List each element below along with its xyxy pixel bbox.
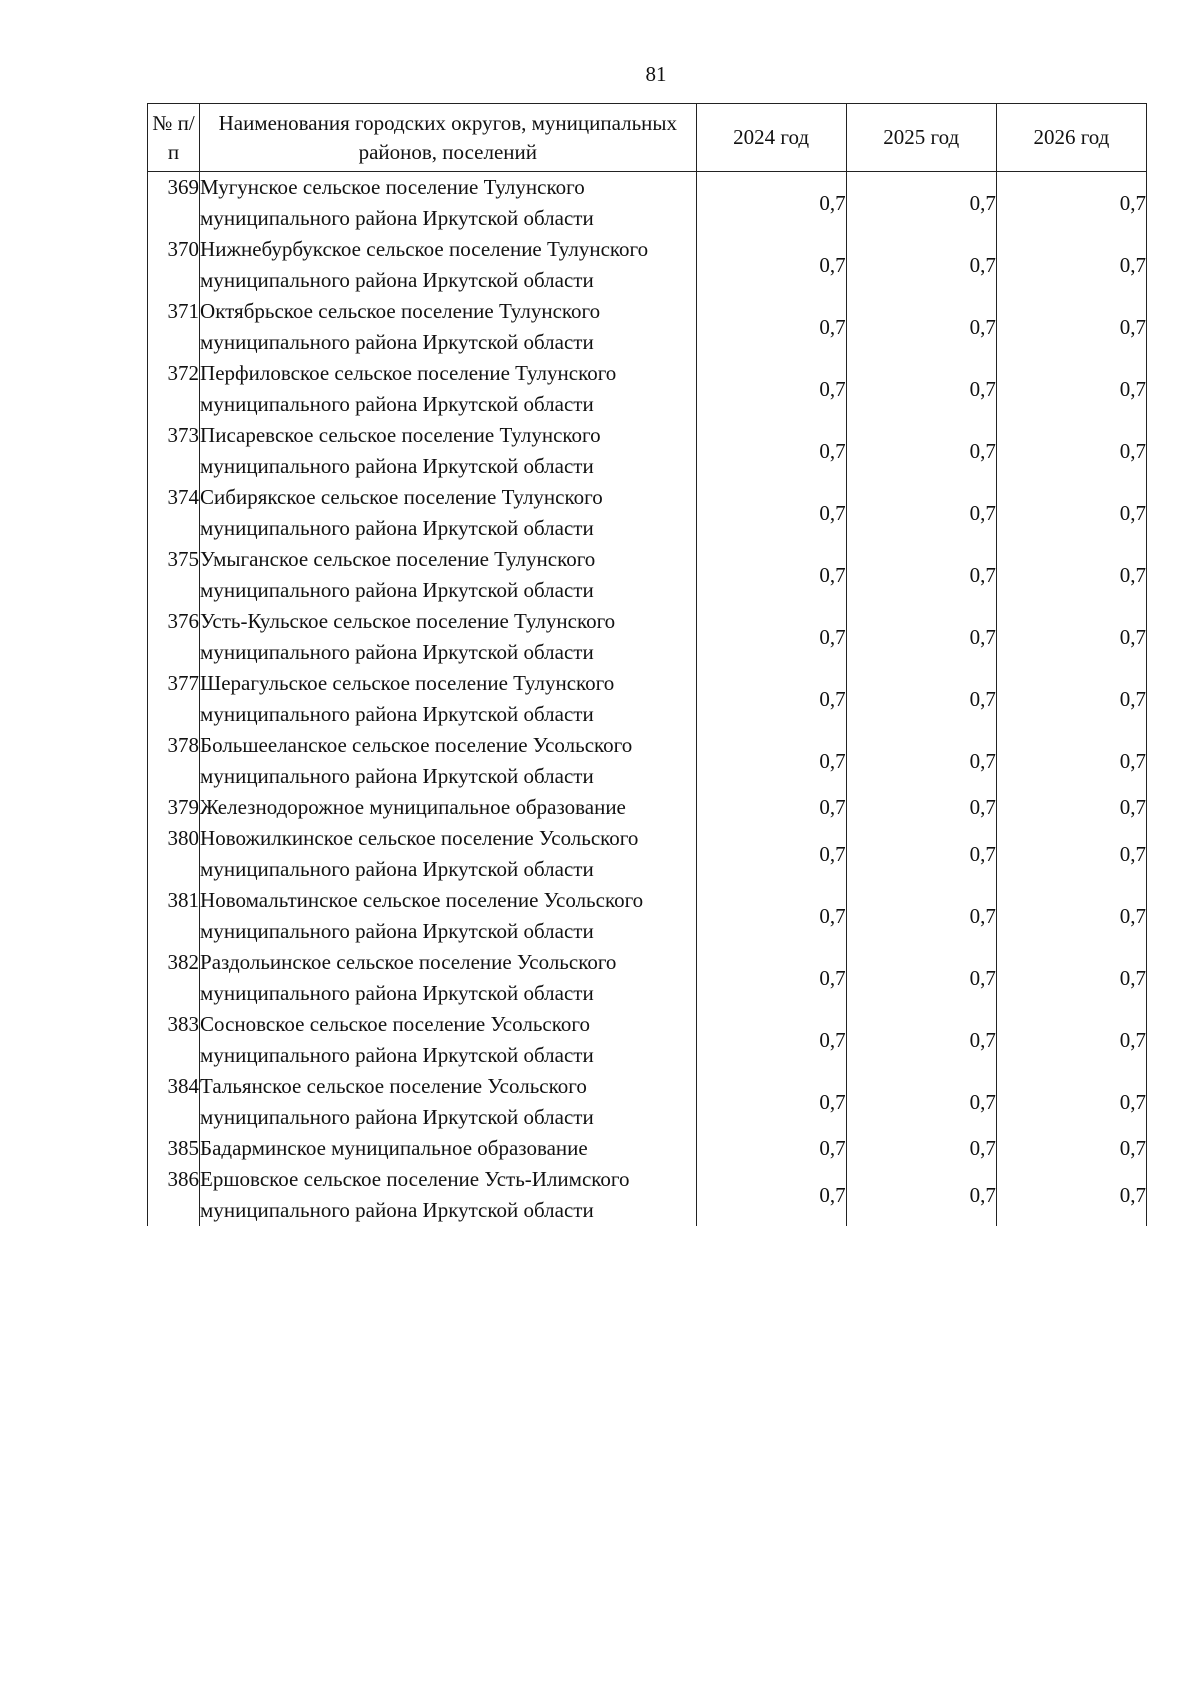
value-2026: 0,7	[996, 358, 1146, 420]
row-number: 375	[148, 544, 200, 606]
value-2024: 0,7	[696, 482, 846, 544]
value-2025: 0,7	[846, 234, 996, 296]
row-number: 371	[148, 296, 200, 358]
row-number: 383	[148, 1009, 200, 1071]
value-2026: 0,7	[996, 420, 1146, 482]
row-name: Шерагульское сельское поселение Тулунского муниципального района Иркутской области	[200, 668, 696, 730]
table-row	[148, 1164, 1147, 1226]
row-number: 372	[148, 358, 200, 420]
row-number: 384	[148, 1071, 200, 1133]
value-2024: 0,7	[696, 234, 846, 296]
row-name: Большееланское сельское поселение Усольского муниципального района Иркутской области	[200, 730, 696, 792]
row-number: 385	[148, 1133, 200, 1164]
row-number: 380	[148, 823, 200, 885]
table-row	[148, 947, 1147, 1009]
value-2024: 0,7	[696, 1071, 846, 1133]
value-2025: 0,7	[846, 1071, 996, 1133]
value-2026: 0,7	[996, 544, 1146, 606]
value-2026: 0,7	[996, 296, 1146, 358]
value-2026: 0,7	[996, 1071, 1146, 1133]
row-number: 381	[148, 885, 200, 947]
row-name: Новомальтинское сельское поселение Усольского муниципального района Иркутской области	[200, 885, 696, 947]
header-2025: 2025 год	[846, 104, 996, 172]
header-2026: 2026 год	[996, 104, 1146, 172]
table-row	[148, 482, 1147, 544]
value-2026: 0,7	[996, 823, 1146, 885]
value-2025: 0,7	[846, 296, 996, 358]
value-2025: 0,7	[846, 823, 996, 885]
row-number: 382	[148, 947, 200, 1009]
header-2024: 2024 год	[696, 104, 846, 172]
row-number: 369	[148, 172, 200, 235]
table-row	[148, 358, 1147, 420]
value-2026: 0,7	[996, 1009, 1146, 1071]
table-header	[148, 104, 1147, 172]
row-number: 374	[148, 482, 200, 544]
row-name: Писаревское сельское поселение Тулунского муниципального района Иркутской области	[200, 420, 696, 482]
row-number: 377	[148, 668, 200, 730]
row-name: Железнодорожное муниципальное образование	[200, 792, 696, 823]
table-row	[148, 1133, 1147, 1164]
table-row	[148, 668, 1147, 730]
value-2024: 0,7	[696, 730, 846, 792]
value-2025: 0,7	[846, 1133, 996, 1164]
value-2025: 0,7	[846, 606, 996, 668]
value-2026: 0,7	[996, 234, 1146, 296]
value-2025: 0,7	[846, 358, 996, 420]
value-2025: 0,7	[846, 1009, 996, 1071]
value-2024: 0,7	[696, 1133, 846, 1164]
value-2024: 0,7	[696, 947, 846, 1009]
value-2026: 0,7	[996, 730, 1146, 792]
header-name: Наименования городских округов, муниципальных районов, поселений	[200, 104, 696, 172]
table-row	[148, 1009, 1147, 1071]
value-2026: 0,7	[996, 947, 1146, 1009]
row-name: Тальянское сельское поселение Усольского муниципального района Иркутской области	[200, 1071, 696, 1133]
header-num: № п/п	[148, 104, 200, 172]
value-2026: 0,7	[996, 792, 1146, 823]
table-row	[148, 792, 1147, 823]
row-number: 378	[148, 730, 200, 792]
value-2025: 0,7	[846, 544, 996, 606]
value-2024: 0,7	[696, 885, 846, 947]
row-name: Ершовское сельское поселение Усть-Илимского муниципального района Иркутской области	[200, 1164, 696, 1226]
value-2025: 0,7	[846, 668, 996, 730]
value-2025: 0,7	[846, 947, 996, 1009]
row-name: Новожилкинское сельское поселение Усольского муниципального района Иркутской области	[200, 823, 696, 885]
value-2025: 0,7	[846, 730, 996, 792]
row-name: Перфиловское сельское поселение Тулунского муниципального района Иркутской области	[200, 358, 696, 420]
table-row	[148, 823, 1147, 885]
value-2026: 0,7	[996, 606, 1146, 668]
value-2026: 0,7	[996, 1133, 1146, 1164]
row-name: Усть-Кульское сельское поселение Тулунского муниципального района Иркутской области	[200, 606, 696, 668]
row-name: Нижнебурбукское сельское поселение Тулунского муниципального района Иркутской области	[200, 234, 696, 296]
table-row	[148, 730, 1147, 792]
table-row	[148, 234, 1147, 296]
row-number: 386	[148, 1164, 200, 1226]
page-number: 81	[645, 62, 667, 86]
row-number: 379	[148, 792, 200, 823]
value-2024: 0,7	[696, 606, 846, 668]
value-2024: 0,7	[696, 358, 846, 420]
table-row	[148, 172, 1147, 235]
value-2026: 0,7	[996, 1164, 1146, 1226]
value-2024: 0,7	[696, 172, 846, 235]
table-row	[148, 606, 1147, 668]
row-name: Раздольинское сельское поселение Усольского муниципального района Иркутской области	[200, 947, 696, 1009]
row-name: Октябрьское сельское поселение Тулунского муниципального района Иркутской области	[200, 296, 696, 358]
value-2025: 0,7	[846, 792, 996, 823]
value-2024: 0,7	[696, 544, 846, 606]
table-row	[148, 420, 1147, 482]
value-2025: 0,7	[846, 885, 996, 947]
row-name: Мугунское сельское поселение Тулунского муниципального района Иркутской области	[200, 172, 696, 235]
row-name: Умыганское сельское поселение Тулунского муниципального района Иркутской области	[200, 544, 696, 606]
row-number: 373	[148, 420, 200, 482]
row-number: 376	[148, 606, 200, 668]
row-number: 370	[148, 234, 200, 296]
value-2026: 0,7	[996, 668, 1146, 730]
table-row	[148, 296, 1147, 358]
value-2024: 0,7	[696, 823, 846, 885]
table-body	[148, 172, 1147, 1227]
value-2024: 0,7	[696, 296, 846, 358]
value-2024: 0,7	[696, 792, 846, 823]
value-2025: 0,7	[846, 482, 996, 544]
table-row	[148, 1071, 1147, 1133]
table-row	[148, 544, 1147, 606]
data-table	[147, 103, 1147, 1226]
value-2025: 0,7	[846, 420, 996, 482]
value-2024: 0,7	[696, 668, 846, 730]
value-2024: 0,7	[696, 1164, 846, 1226]
value-2025: 0,7	[846, 172, 996, 235]
row-name: Сосновское сельское поселение Усольского муниципального района Иркутской области	[200, 1009, 696, 1071]
value-2026: 0,7	[996, 482, 1146, 544]
value-2024: 0,7	[696, 1009, 846, 1071]
value-2025: 0,7	[846, 1164, 996, 1226]
value-2024: 0,7	[696, 420, 846, 482]
row-name: Сибирякское сельское поселение Тулунского муниципального района Иркутской области	[200, 482, 696, 544]
row-name: Бадарминское муниципальное образование	[200, 1133, 696, 1164]
value-2026: 0,7	[996, 172, 1146, 235]
value-2026: 0,7	[996, 885, 1146, 947]
table-row	[148, 885, 1147, 947]
